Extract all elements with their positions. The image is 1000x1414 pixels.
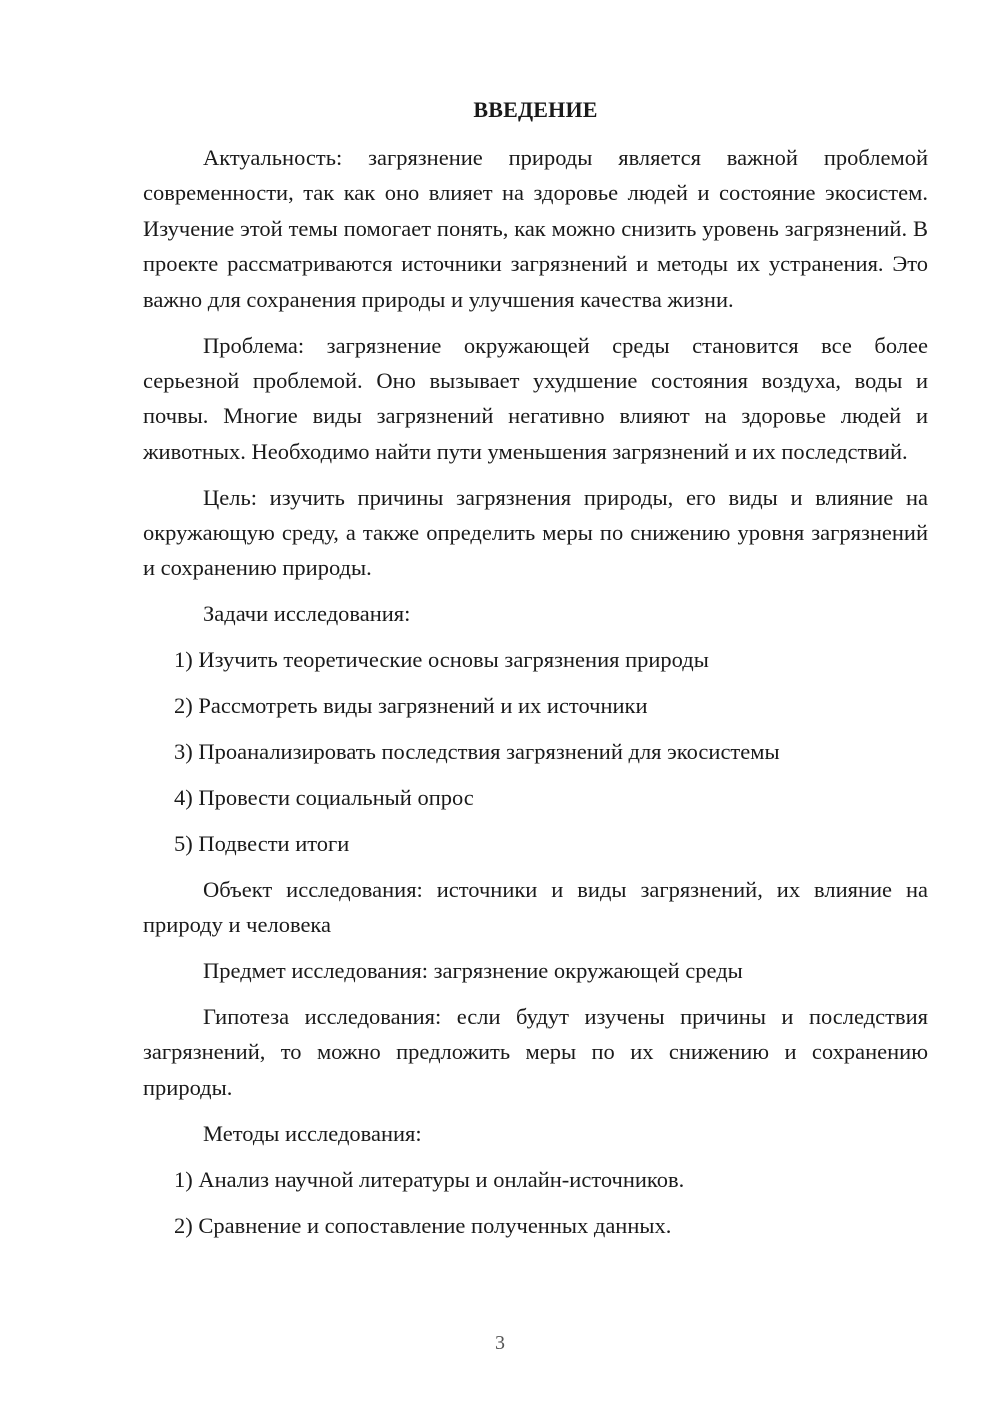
list-item: 5) Подвести итоги: [174, 830, 350, 856]
problem-paragraph: Проблема: загрязнение окружающей среды становится все более серьезной проблемой. Оно вызывает ухудшение состояния воздуха, воды и почвы. Многие виды загрязнений негативно влияют на здоровье людей и животных. Необходимо найти пути уменьшения загрязнений и их последствий.: [143, 332, 928, 464]
object-paragraph: Объект исследования: источники и виды загрязнений, их влияние на природу и человека: [143, 876, 928, 938]
list-item: 3) Проанализировать последствия загрязнений для экосистемы: [174, 739, 780, 765]
methods-list: [143, 1162, 928, 1243]
subject-paragraph: Предмет исследования: загрязнение окружающей среды: [203, 958, 743, 984]
list-item: 2) Рассмотреть виды загрязнений и их источники: [174, 693, 648, 719]
hypothesis-paragraph: Гипотеза исследования: если будут изучены причины и последствия загрязнений, то можно предложить меры по их снижению и сохранению природы.: [143, 1004, 928, 1100]
list-item: 1) Анализ научной литературы и онлайн-источников.: [174, 1166, 685, 1192]
tasks-list: [143, 642, 928, 861]
list-item: 4) Провести социальный опрос: [174, 785, 474, 810]
list-item: 2) Сравнение и сопоставление полученных данных.: [174, 1212, 672, 1238]
page-title: ВВЕДЕНИЕ: [473, 97, 598, 122]
relevance-paragraph: Актуальность: загрязнение природы является важной проблемой современности, так как оно влияет на здоровье людей и состояние экосистем. Изучение этой темы помогает понять, как можно снизить уровень загрязнений. В проекте рассматриваются источники загрязнений и методы их устранения. Это важно для сохранения природы и улучшения качества жизни.: [143, 145, 928, 312]
methods-title: Методы исследования:: [203, 1120, 422, 1146]
list-item: 1) Изучить теоретические основы загрязнения природы: [174, 647, 709, 673]
page-number: 3: [495, 1332, 505, 1354]
goal-paragraph: Цель: изучить причины загрязнения природы, его виды и влияние на окружающую среду, а также определить меры по снижению уровня загрязнений и сохранению природы.: [143, 484, 928, 581]
tasks-title: Задачи исследования:: [203, 601, 411, 627]
document-page: [143, 92, 928, 1253]
